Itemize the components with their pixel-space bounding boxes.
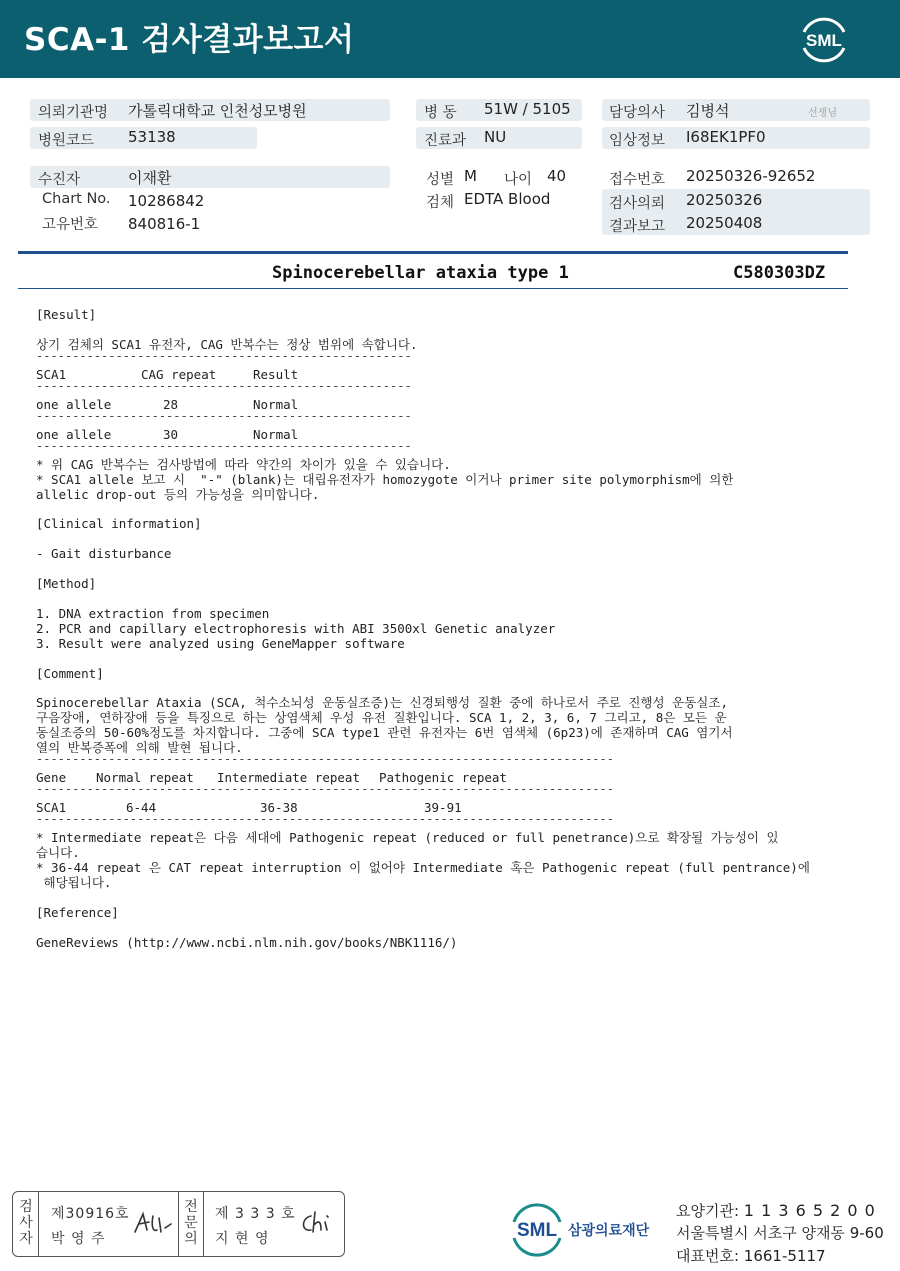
doctor-value: 김병석 [686, 102, 730, 120]
method-step: 2. PCR and capillary electrophoresis with ABI 3500xl Genetic analyzer [36, 621, 556, 636]
comment-note: * 36-44 repeat 은 CAT repeat interruption 이 없어야 Intermediate 혹은 Pathogenic repeat (full pentrance)에 [36, 860, 810, 875]
report-date-value: 20250408 [686, 214, 763, 232]
comment-line: Spinocerebellar Ataxia (SCA, 척수소뇌성 운동실조증)는 신경퇴행성 질환 중에 하나로서 주로 진행성 운동실조, [36, 695, 728, 710]
institution-code: 1 1 3 6 5 2 0 0 [743, 1201, 876, 1220]
comment-note: 습니다. [36, 845, 80, 860]
sex-value: M [464, 167, 477, 185]
test-name: Spinocerebellar ataxia type 1 [272, 263, 569, 283]
method-heading: [Method] [36, 576, 97, 591]
divider: -------------------------------------------------------------------------------- [36, 752, 614, 766]
specialist-license: 제 3 3 3 호 [215, 1206, 296, 1222]
specialist-label-3: 의 [184, 1231, 198, 1247]
result-col-sca1: SCA1 [36, 367, 67, 382]
examiner-label-2: 사 [19, 1215, 33, 1231]
repeat-col-normal: Normal repeat [96, 770, 194, 785]
patient-value: 이재환 [128, 169, 172, 187]
sex-label: 성별 [426, 172, 455, 188]
title-rule-top [18, 251, 848, 254]
dept-label: 진료과 [424, 133, 467, 149]
unique-label: 고유번호 [42, 217, 99, 233]
reference-heading: [Reference] [36, 905, 119, 920]
clinical-info-label: 임상정보 [609, 133, 666, 149]
examiner-license: 제30916호 [51, 1206, 130, 1222]
clinical-info-value: I68EK1PF0 [686, 128, 766, 146]
ward-value: 51W / 5105 [484, 100, 571, 118]
divider: ---------------------------------------------------- [36, 379, 412, 393]
hospital-code-value: 53138 [128, 128, 176, 146]
clinical-item: - Gait disturbance [36, 546, 172, 561]
age-label: 나이 [504, 172, 533, 188]
result-note: * SCA1 allele 보고 시 "-" (blank)는 대립유전자가 homozygote 이거나 primer site polymorphism에 의한 [36, 472, 734, 487]
examiner-label-1: 검 [19, 1199, 33, 1215]
result-value: Normal [253, 427, 299, 442]
examiner-label-3: 자 [19, 1231, 33, 1247]
repeat-col-gene: Gene [36, 770, 67, 785]
dept-value: NU [484, 128, 507, 146]
repeat-col-pathogenic: Pathogenic repeat [379, 770, 507, 785]
examiner-signature [131, 1208, 175, 1238]
chart-label: Chart No. [42, 191, 111, 207]
comment-line: 구음장애, 연하장애 등을 특징으로 하는 상염색체 우성 유전 질환입니다. SCA 1, 2, 3, 6, 7 그리고, 8은 모든 운 [36, 710, 727, 725]
patient-label: 수진자 [38, 172, 81, 188]
comment-heading: [Comment] [36, 666, 104, 681]
examiner-name: 박 영 주 [51, 1231, 106, 1247]
method-step: 1. DNA extraction from specimen [36, 606, 270, 621]
sml-logo-text: SML [806, 31, 842, 50]
institution-code-label: 요양기관: [676, 1202, 740, 1220]
normal-repeat-value: 6-44 [126, 800, 157, 815]
institution-value: 가톨릭대학교 인천성모병원 [128, 102, 307, 120]
result-value: Normal [253, 397, 299, 412]
intermediate-repeat-value: 36-38 [260, 800, 298, 815]
divider: -------------------------------------------------------------------------------- [36, 782, 614, 796]
specialist-signature [297, 1208, 341, 1238]
signature-box [12, 1191, 345, 1257]
comment-note: 해당됩니다. [36, 875, 112, 890]
cag-repeat-value: 28 [163, 397, 179, 412]
reference-item: GeneReviews (http://www.ncbi.nlm.nih.gov/books/NBK1116/) [36, 935, 458, 950]
sml-logo [796, 12, 852, 66]
foundation-logo [508, 1200, 668, 1258]
specimen-value: EDTA Blood [464, 190, 551, 208]
comment-note: * Intermediate repeat은 다음 세대에 Pathogenic repeat (reduced or full penetrance)으로 확장될 가능성이 있 [36, 830, 779, 845]
age-value: 40 [547, 167, 567, 185]
divider: ---------------------------------------------------- [36, 349, 412, 363]
gene-value: SCA1 [36, 800, 67, 815]
unique-value: 840816-1 [128, 215, 201, 233]
clinical-heading: [Clinical information] [36, 516, 202, 531]
specialist-label-2: 문 [184, 1215, 198, 1231]
doctor-suffix: 선생님 [808, 108, 837, 119]
report-date-label: 결과보고 [609, 219, 666, 235]
foundation-name: 삼광의료재단 [568, 1223, 650, 1239]
comment-line: 열의 반복증폭에 의해 발현 됩니다. [36, 740, 243, 755]
foundation-logo-text: SML [516, 1220, 558, 1241]
phone-label: 대표번호: [676, 1247, 740, 1265]
specimen-label: 검체 [426, 195, 455, 211]
request-label: 검사의뢰 [609, 196, 666, 212]
divider: -------------------------------------------------------------------------------- [36, 812, 614, 826]
result-col-cag: CAG repeat [141, 367, 217, 382]
accession-value: 20250326-92652 [686, 167, 816, 185]
report-title: SCA-1 검사결과보고서 [24, 22, 355, 58]
allele-label: one allele [36, 397, 112, 412]
result-heading: [Result] [36, 307, 97, 322]
cag-repeat-value: 30 [163, 427, 179, 442]
doctor-label: 담당의사 [609, 105, 666, 121]
result-note: allelic drop-out 등의 가능성을 의미합니다. [36, 487, 320, 502]
test-code: C580303DZ [733, 263, 826, 283]
chart-value: 10286842 [128, 192, 205, 210]
title-rule-bottom [18, 288, 848, 289]
repeat-col-intermediate: Intermediate repeat [217, 770, 360, 785]
report-header [0, 0, 900, 78]
allele-label: one allele [36, 427, 112, 442]
specialist-label-1: 전 [184, 1199, 198, 1215]
pathogenic-repeat-value: 39-91 [424, 800, 462, 815]
ward-label: 병 동 [424, 105, 457, 121]
comment-line: 동실조증의 50-60%정도를 차지합니다. 그중에 SCA type1 관련 유전자는 6번 염색체 (6p23)에 존재하며 CAG 염기서 [36, 725, 733, 740]
accession-label: 접수번호 [609, 172, 666, 188]
result-summary: 상기 검체의 SCA1 유전자, CAG 반복수는 정상 범위에 속합니다. [36, 337, 418, 352]
hospital-code-label: 병원코드 [38, 133, 95, 149]
divider: ---------------------------------------------------- [36, 409, 412, 423]
method-step: 3. Result were analyzed using GeneMapper software [36, 636, 405, 651]
phone-number: 1661-5117 [743, 1247, 826, 1265]
result-note: * 위 CAG 반복수는 검사방법에 따라 약간의 차이가 있을 수 있습니다. [36, 457, 451, 472]
divider: ---------------------------------------------------- [36, 439, 412, 453]
request-value: 20250326 [686, 191, 763, 209]
foundation-address: 서울특별시 서초구 양재동 9-60 [676, 1224, 884, 1242]
specialist-name: 지 현 영 [215, 1231, 270, 1247]
institution-label: 의뢰기관명 [38, 105, 109, 121]
result-col-result: Result [253, 367, 299, 382]
